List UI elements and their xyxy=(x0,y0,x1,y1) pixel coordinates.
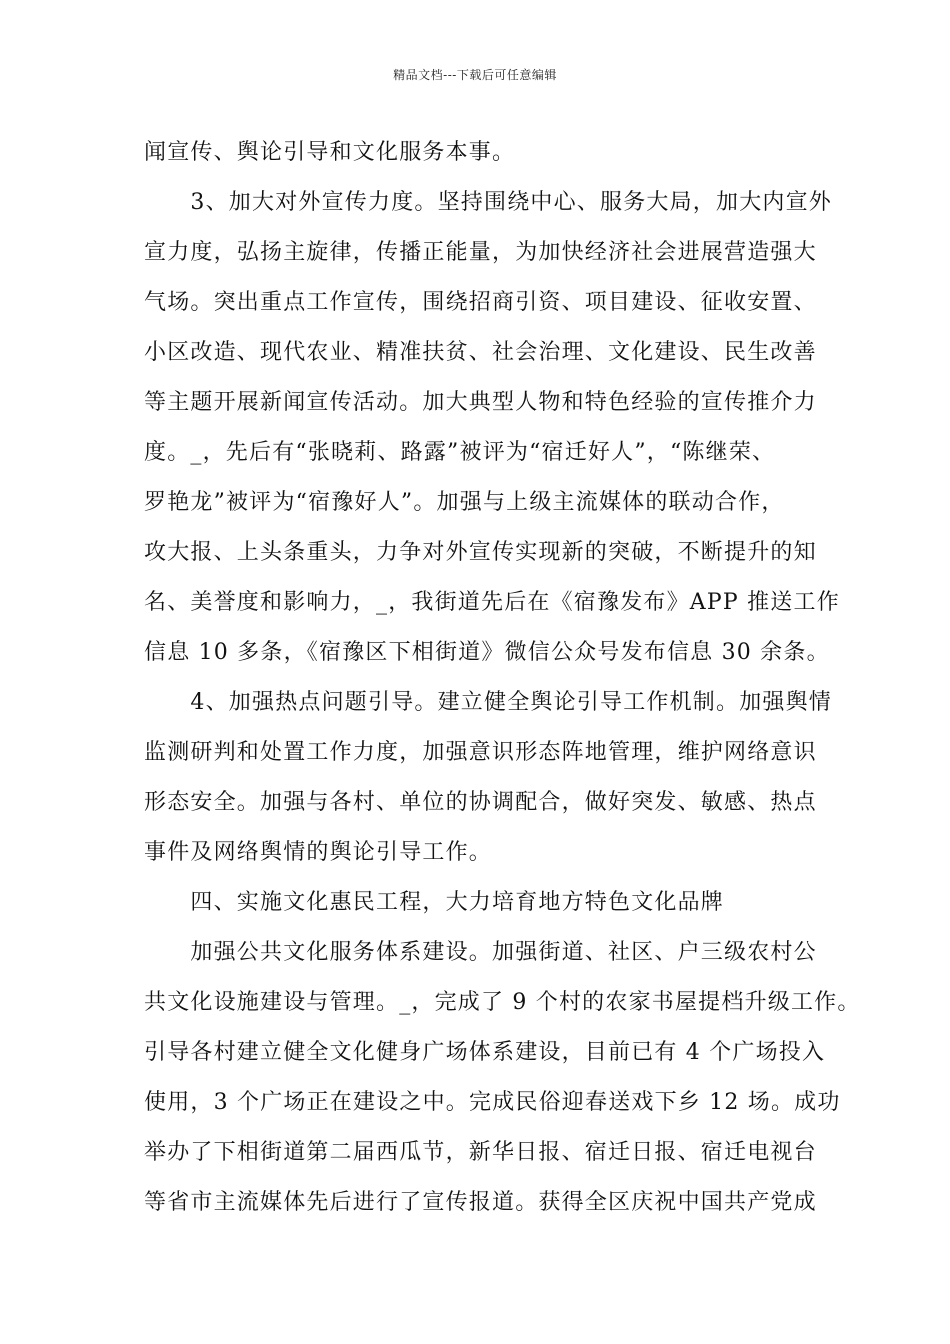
text-line: 度。_，先后有“张晓莉、路露”被评为“宿迁好人”，“陈继荣、 xyxy=(144,440,776,465)
text-line: 等省市主流媒体先后进行了宣传报道。获得全区庆祝中国共产党成 xyxy=(144,1190,817,1215)
text-line: 3、加大对外宣传力度。坚持围绕中心、服务大局，加大内宣外 xyxy=(144,190,832,215)
section-heading: 四、实施文化惠民工程，大力培育地方特色文化品牌 xyxy=(144,890,725,915)
text-line: 宣力度，弘扬主旋律，传播正能量，为加快经济社会进展营造强大 xyxy=(144,240,817,265)
text-line: 引导各村建立健全文化健身广场体系建设，目前已有 4 个广场投入 xyxy=(144,1040,826,1065)
text-line: 事件及网络舆情的舆论引导工作。 xyxy=(144,840,493,865)
text-line: 4、加强热点问题引导。建立健全舆论引导工作机制。加强舆情 xyxy=(144,690,832,715)
text-line: 监测研判和处置工作力度，加强意识形态阵地管理，维护网络意识 xyxy=(144,740,817,765)
text-line: 闻宣传、舆论引导和文化服务本事。 xyxy=(144,140,516,165)
text-line: 形态安全。加强与各村、单位的协调配合，做好突发、敏感、热点 xyxy=(144,790,817,815)
text-line: 气场。突出重点工作宣传，围绕招商引资、项目建设、征收安置、 xyxy=(144,290,817,315)
text-line: 加强公共文化服务体系建设。加强街道、社区、户三级农村公 xyxy=(144,940,817,965)
page-header: 精品文档---下载后可任意编辑 xyxy=(393,68,557,82)
text-line: 攻大报、上头条重头，力争对外宣传实现新的突破，不断提升的知 xyxy=(144,540,817,565)
text-line: 等主题开展新闻宣传活动。加大典型人物和特色经验的宣传推介力 xyxy=(144,390,817,415)
text-line: 名、美誉度和影响力，_，我街道先后在《宿豫发布》APP 推送工作 xyxy=(144,590,840,615)
text-line: 小区改造、现代农业、精准扶贫、社会治理、文化建设、民生改善 xyxy=(144,340,817,365)
text-line: 罗艳龙”被评为“宿豫好人”。加强与上级主流媒体的联动合作， xyxy=(144,490,785,515)
text-line: 举办了下相街道第二届西瓜节，新华日报、宿迁日报、宿迁电视台 xyxy=(144,1140,817,1165)
text-line: 共文化设施建设与管理。_，完成了 9 个村的农家书屋提档升级工作。 xyxy=(144,990,861,1015)
text-line: 信息 10 多条，《宿豫区下相街道》微信公众号发布信息 30 余条。 xyxy=(144,640,830,665)
text-line: 使用，3 个广场正在建设之中。完成民俗迎春送戏下乡 12 场。成功 xyxy=(144,1090,841,1115)
